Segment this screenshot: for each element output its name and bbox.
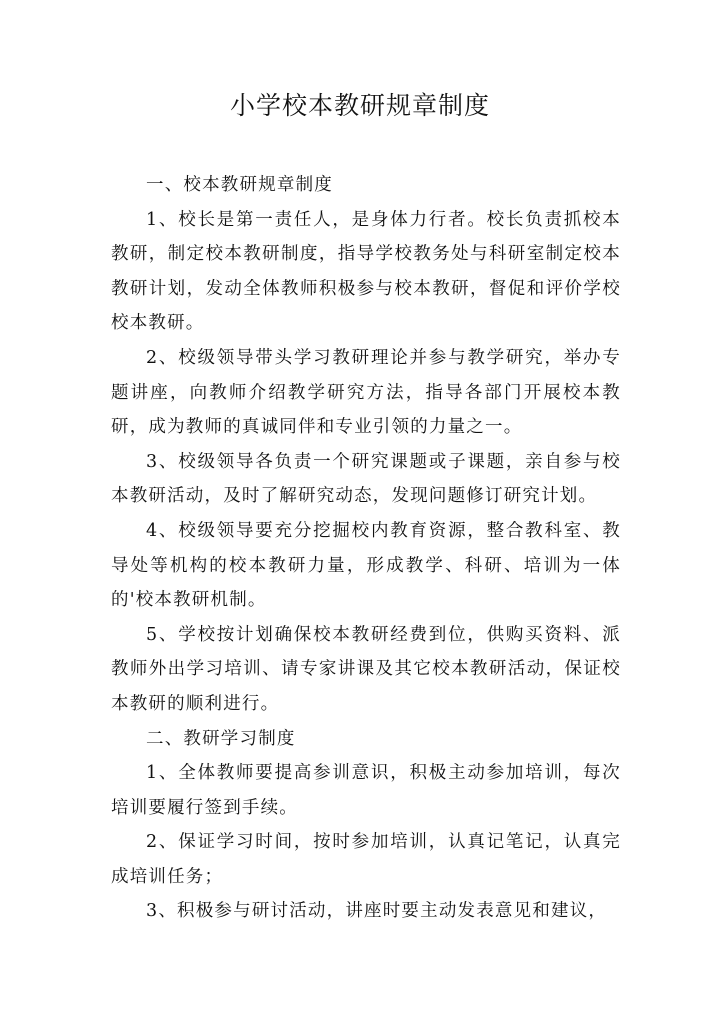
paragraph-6: 1、全体教师要提高参训意识，积极主动参加培训，每次培训要履行签到手续。 — [111, 763, 621, 818]
paragraph-3: 3、校级领导各负责一个研究课题或子课题，亲自参与校本教研活动，及时了解研究动态，发现问题修订研究计划。 — [111, 451, 621, 507]
document-title: 小学校本教研规章制度 — [229, 91, 490, 120]
paragraph-7: 2、保证学习时间，按时参加培训，认真记笔记，认真完成培训任务； — [111, 832, 621, 887]
section-heading-2: 二、教研学习制度 — [146, 728, 296, 749]
paragraph-4: 4、校级领导要充分挖掘校内教育资源，整合教科室、教导处等机构的校本教研力量，形成教学、科研、培训为一体的'校本教研机制。 — [111, 520, 621, 611]
paragraph-1: 1、校长是第一责任人，是身体力行者。校长负责抓校本教研，制定校本教研制度，指导学校教务处与科研室制定校本教研计划，发动全体教师积极参与校本教研，督促和评价学校校本教研。 — [111, 209, 621, 334]
section-heading-1: 一、校本教研规章制度 — [146, 175, 333, 195]
document-body — [111, 168, 621, 929]
paragraph-2: 2、校级领导带头学习教研理论并参与教学研究，举办专题讲座，向教师介绍教学研究方法，指导各部门开展校本教研，成为教师的真诚同伴和专业引领的力量之一。 — [111, 347, 621, 438]
paragraph-5: 5、学校按计划确保校本教研经费到位，供购买资料、派教师外出学习培训、请专家讲课及其它校本教研活动，保证校本教研的顺利进行。 — [111, 624, 621, 714]
paragraph-8: 3、积极参与研讨活动，讲座时要主动发表意见和建议， — [146, 901, 608, 922]
